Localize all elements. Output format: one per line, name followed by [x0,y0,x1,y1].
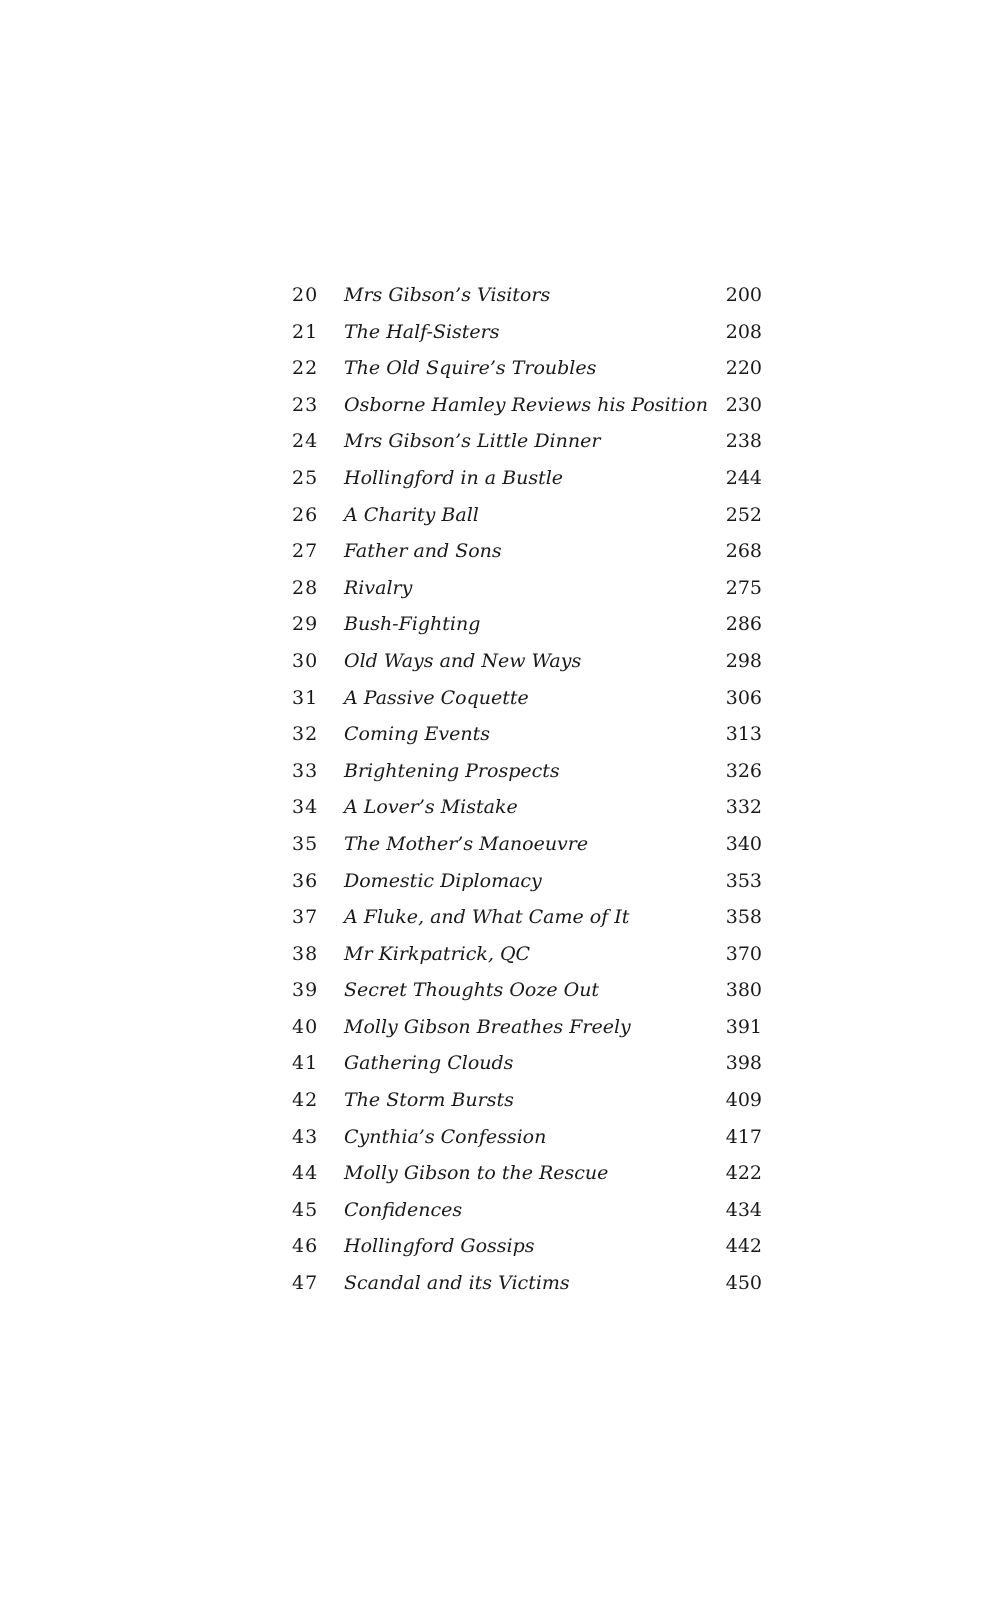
chapter-number: 43 [292,1125,319,1148]
toc-entry [292,576,762,613]
toc-entry [292,539,762,576]
toc-entry [292,905,762,942]
chapter-title: Mr Kirkpatrick, QC [344,942,531,965]
chapter-title: Father and Sons [344,540,502,563]
chapter-title: A Lover’s Mistake [344,796,518,819]
chapter-number: 23 [292,393,319,416]
chapter-number: 21 [292,320,319,343]
page-number: 450 [725,1272,762,1295]
chapter-title: Hollingford Gossips [344,1235,535,1258]
page-number: 326 [725,759,762,782]
chapter-number: 26 [292,503,319,526]
chapter-title: Coming Events [344,723,490,746]
toc-entry [292,1234,762,1271]
chapter-number: 47 [292,1272,319,1295]
chapter-title: The Mother’s Manoeuvre [344,832,589,855]
chapter-title: The Old Squire’s Troubles [344,357,597,380]
toc-entry [292,356,762,393]
toc-entry [292,283,762,320]
page-number: 306 [725,686,762,709]
page-number: 409 [725,1089,762,1112]
chapter-title: Bush-Fighting [344,613,481,636]
chapter-title: Old Ways and New Ways [344,649,582,672]
chapter-number: 42 [292,1089,319,1112]
toc-entry [292,649,762,686]
toc-entry [292,466,762,503]
page-number: 298 [725,649,762,672]
chapter-number: 32 [292,723,319,746]
page-number: 398 [725,1052,762,1075]
page-number: 268 [725,540,762,563]
toc-entry [292,1271,762,1308]
toc-entry [292,393,762,430]
page-number: 370 [725,942,762,965]
chapter-number: 25 [292,466,319,489]
chapter-number: 38 [292,942,319,965]
chapter-title: Mrs Gibson’s Visitors [344,284,551,306]
chapter-title: Brightening Prospects [344,759,560,782]
toc-entry [292,942,762,979]
chapter-number: 40 [292,1015,319,1038]
chapter-title: A Fluke, and What Came of It [344,906,630,929]
toc-entry [292,759,762,796]
toc-entry [292,1198,762,1235]
toc-entry [292,429,762,466]
chapter-title: Cynthia’s Confession [344,1125,547,1148]
table-of-contents [292,283,762,1308]
toc-entry [292,722,762,759]
page-number: 391 [725,1015,762,1038]
chapter-number: 35 [292,832,319,855]
toc-entry [292,320,762,357]
chapter-number: 36 [292,869,319,892]
page-number: 332 [725,796,762,819]
page-number: 313 [725,723,762,746]
toc-entry [292,1161,762,1198]
chapter-number: 34 [292,796,319,819]
chapter-title: Molly Gibson to the Rescue [344,1162,609,1185]
page-number: 353 [725,869,762,892]
toc-entry [292,503,762,540]
chapter-number: 20 [292,284,319,306]
toc-entry [292,978,762,1015]
chapter-title: Rivalry [344,576,413,599]
chapter-number: 31 [292,686,319,709]
toc-entry [292,869,762,906]
chapter-title: Hollingford in a Bustle [344,466,564,489]
chapter-number: 30 [292,649,319,672]
chapter-title: A Charity Ball [344,503,479,526]
page-number: 442 [725,1235,762,1258]
toc-entry [292,686,762,723]
chapter-number: 27 [292,540,319,563]
chapter-number: 45 [292,1198,319,1221]
page-number: 220 [725,357,762,380]
chapter-title: Domestic Diplomacy [344,869,542,892]
chapter-title: The Storm Bursts [344,1089,514,1112]
chapter-title: A Passive Coquette [344,686,529,709]
chapter-number: 44 [292,1162,319,1185]
chapter-title: Mrs Gibson’s Little Dinner [344,430,601,453]
chapter-number: 41 [292,1052,319,1075]
chapter-number: 22 [292,357,319,380]
chapter-title: Osborne Hamley Reviews his Position [344,393,708,416]
page-number: 422 [725,1162,762,1185]
chapter-number: 37 [292,906,319,929]
page-number: 434 [725,1198,762,1221]
toc-entry [292,612,762,649]
page-number: 244 [725,466,762,489]
page-number: 380 [725,979,762,1002]
page-number: 200 [725,284,762,306]
page-number: 286 [725,613,762,636]
chapter-title: The Half-Sisters [344,320,500,343]
page-number: 230 [725,393,762,416]
chapter-title: Scandal and its Victims [344,1272,570,1295]
chapter-title: Confidences [344,1198,463,1221]
page-number: 208 [725,320,762,343]
chapter-number: 29 [292,613,319,636]
page-number: 238 [725,430,762,453]
page-number: 340 [725,832,762,855]
toc-entry [292,1015,762,1052]
page-number: 252 [725,503,762,526]
toc-entry [292,1051,762,1088]
chapter-number: 33 [292,759,319,782]
chapter-number: 28 [292,576,319,599]
toc-entry [292,1125,762,1162]
chapter-number: 46 [292,1235,319,1258]
page-number: 417 [725,1125,762,1148]
chapter-title: Secret Thoughts Ooze Out [344,979,600,1002]
page-number: 358 [725,906,762,929]
toc-entry [292,832,762,869]
toc-entry [292,1088,762,1125]
chapter-number: 39 [292,979,319,1002]
page-number: 275 [725,576,762,599]
chapter-title: Gathering Clouds [344,1052,514,1075]
chapter-number: 24 [292,430,319,453]
toc-entry [292,795,762,832]
chapter-title: Molly Gibson Breathes Freely [344,1015,631,1038]
